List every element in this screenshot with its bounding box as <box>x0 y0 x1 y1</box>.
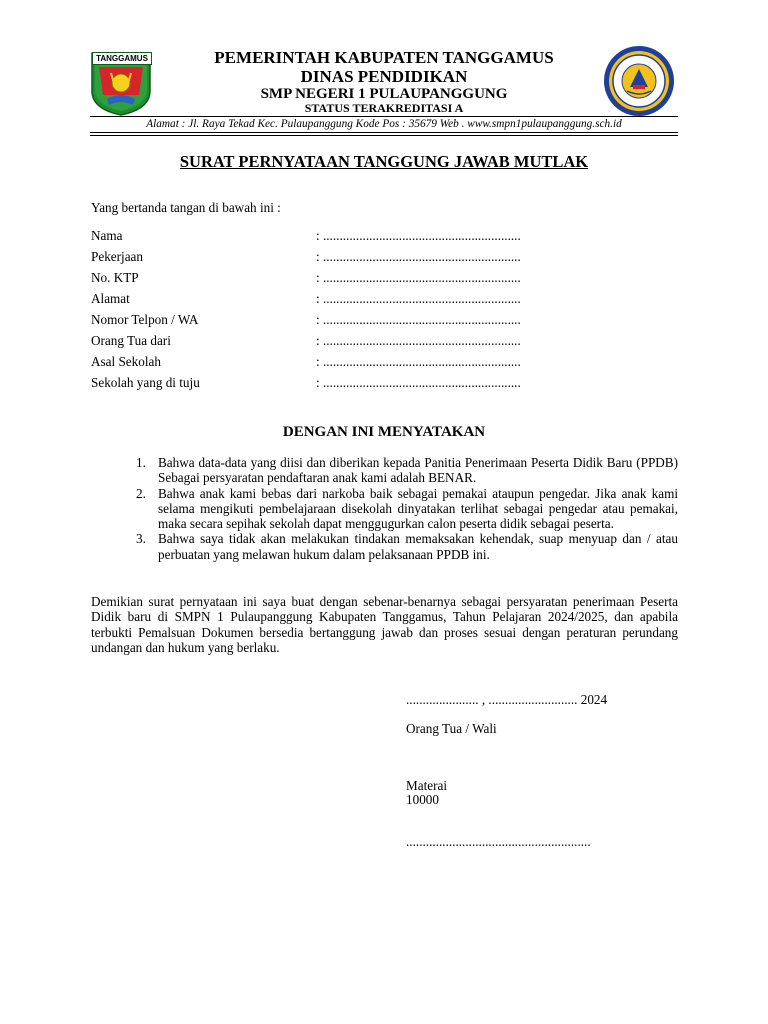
header-top-rule <box>90 116 678 117</box>
field-blank: : ............................................................ <box>316 354 521 369</box>
signature-date-line: ...................... , ........................... 2024 <box>406 692 608 707</box>
list-item <box>130 455 678 486</box>
list-text: Bahwa saya tidak akan melakukan tindakan memaksakan kehendak, suap menyuap dan / atau perbuatan yang melawan hukum dalam pelaksanaan PPDB ini. <box>158 531 678 562</box>
list-text: Bahwa data-data yang diisi dan diberikan kepada Panitia Penerimaan Peserta Didik Baru (PPDB) Sebagai persyaratan pendaftaran anak kami adalah BENAR. <box>158 455 678 486</box>
left-logo-banner: TANGGAMUS <box>92 52 152 65</box>
field-label: Nama <box>91 228 123 243</box>
field-label: Alamat <box>91 291 130 306</box>
signature-role: Orang Tua / Wali <box>406 721 497 736</box>
list-item <box>130 486 678 532</box>
list-number: 1. <box>136 455 146 470</box>
header-school-name: SMP NEGERI 1 PULAUPANGGUNG <box>260 86 508 102</box>
list-number: 2. <box>136 485 146 501</box>
stamp-label: Materai <box>406 778 448 793</box>
field-blank: : ............................................................ <box>316 312 521 327</box>
field-label: Sekolah yang di tuju <box>91 375 200 390</box>
list-item <box>130 531 678 562</box>
header-bottom-rule <box>90 132 678 133</box>
header-department-name: DINAS PENDIDIKAN <box>300 67 468 86</box>
field-blank: : ............................................................ <box>316 228 521 243</box>
field-label: Orang Tua dari <box>91 333 171 348</box>
stamp-value: 10000 <box>406 792 439 807</box>
document-title: SURAT PERNYATAAN TANGGUNG JAWAB MUTLAK <box>179 152 589 171</box>
list-number: 3. <box>136 531 146 547</box>
field-label: Pekerjaan <box>91 249 143 264</box>
field-blank: : ............................................................ <box>316 375 521 390</box>
field-blank: : ............................................................ <box>316 270 521 285</box>
statement-list <box>130 455 678 562</box>
statement-heading: DENGAN INI MENYATAKAN <box>282 424 486 440</box>
list-text: Bahwa anak kami bebas dari narkoba baik sebagai pemakai ataupun pengedar. Jika anak kami selama mengikuti pembelajaraan disekolah dinyatakan terlihat sebagai pengedar atau pemakai, maka secara sepihak sekolah dapat menggugurkan calon peserta didik sebagai peserta. <box>158 485 678 532</box>
field-blank: : ............................................................ <box>316 249 521 264</box>
closing-paragraph: Demikian surat pernyataan ini saya buat dengan sebenar-benarnya sebagai persyaratan penerimaan Peserta Didik baru di SMPN 1 Pulaupanggung Kabupaten Tanggamus, Tahun Pelajaran 2024/2025, dan apabila terbukti Pemalsuan Dokumen bersedia bertanggung jawab dan proses sesuai dengan peraturan perundang undangan dan hukum yang berlaku. <box>91 594 678 655</box>
field-label: Nomor Telpon / WA <box>91 312 199 327</box>
header-address: Alamat : Jl. Raya Tekad Kec. Pulaupanggung Kode Pos : 35679 Web . www.smpn1pulaupanggung.sch.id <box>146 118 622 130</box>
header-accreditation-status: STATUS TERAKREDITASI A <box>304 101 464 115</box>
header-government-name: PEMERINTAH KABUPATEN TANGGAMUS <box>214 48 554 67</box>
field-label: Asal Sekolah <box>91 354 161 369</box>
intro-text: Yang bertanda tangan di bawah ini : <box>91 200 281 215</box>
field-label: No. KTP <box>91 270 139 285</box>
header-bottom-rule-thin <box>90 135 678 136</box>
signature-name-line: ........................................................ <box>406 834 591 849</box>
field-blank: : ............................................................ <box>316 291 521 306</box>
field-blank: : ............................................................ <box>316 333 521 348</box>
